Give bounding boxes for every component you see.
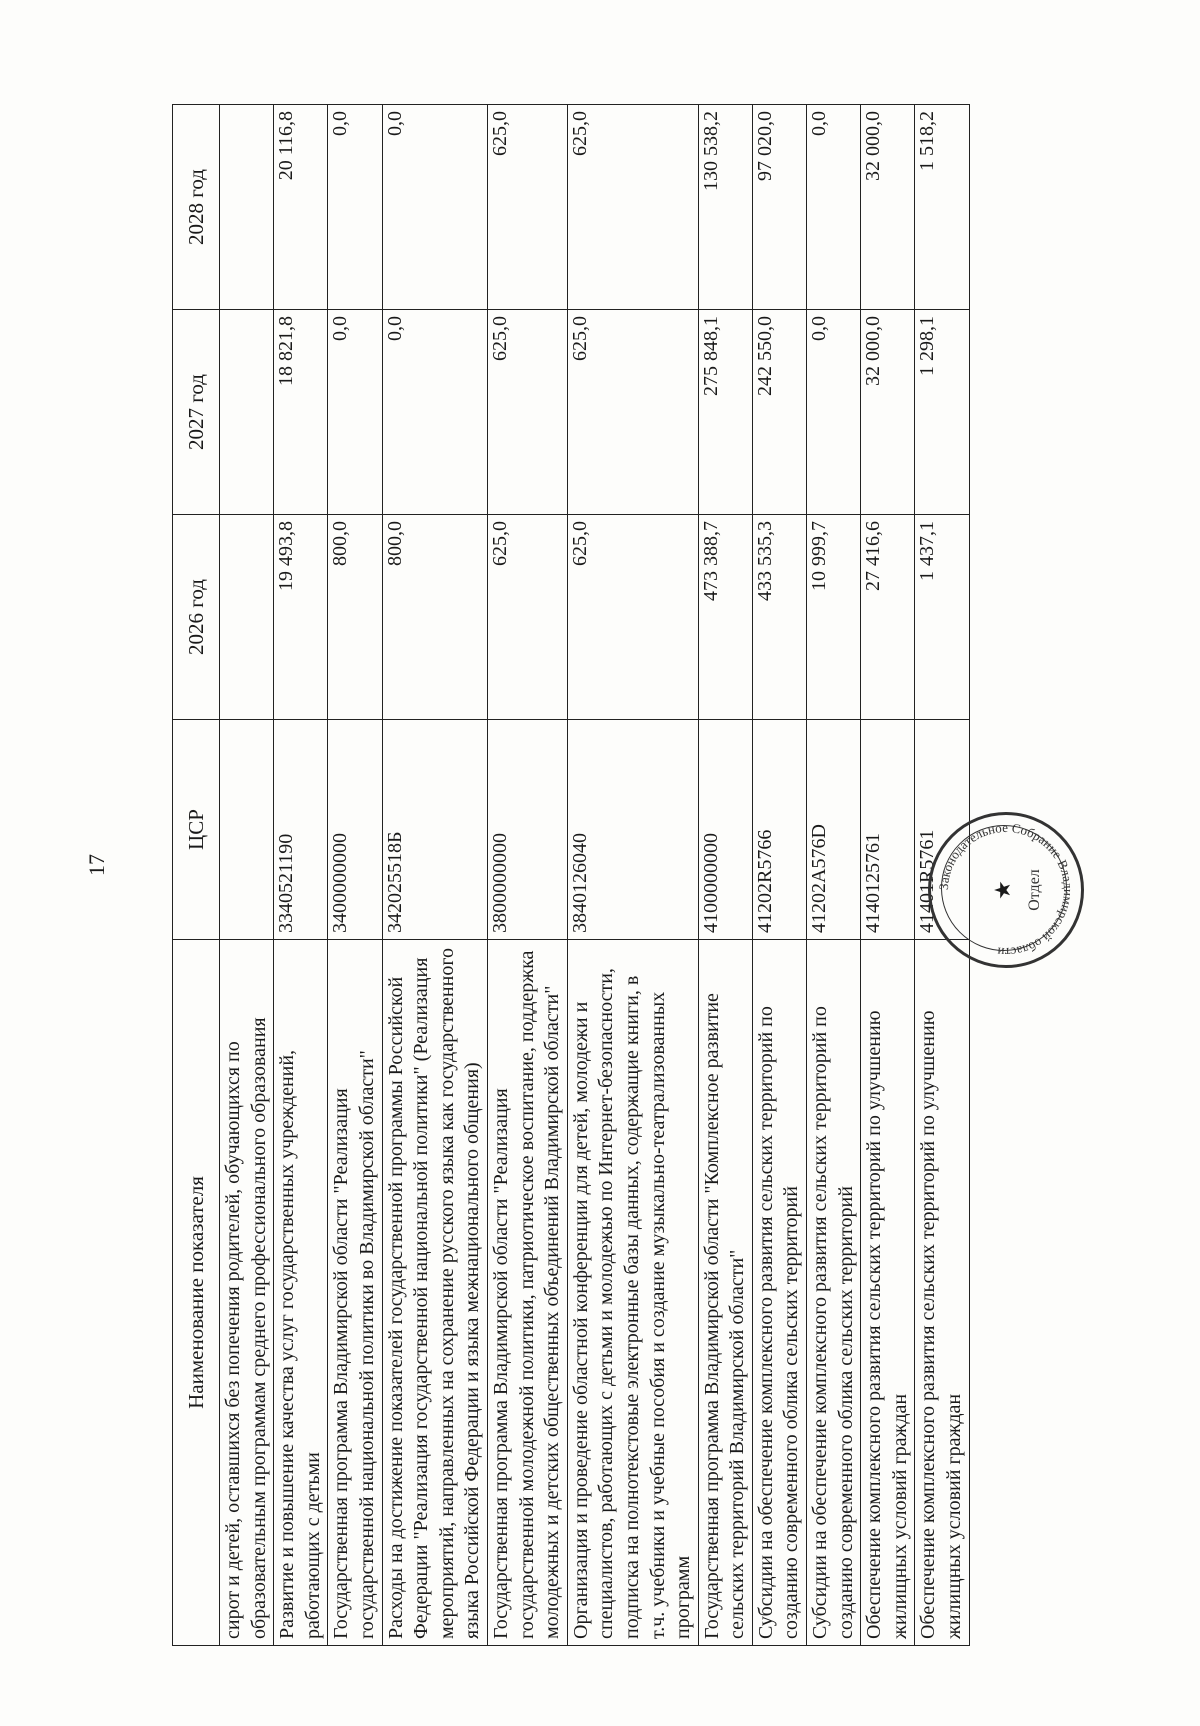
row-code: 4100000000 (698, 720, 752, 940)
table-row (698, 105, 752, 1646)
official-stamp (928, 812, 1084, 968)
row-2027: 242 550,0 (752, 310, 806, 515)
row-2026: 1 437,1 (915, 515, 969, 720)
row-2027: 18 821,8 (274, 310, 328, 515)
table-row (567, 105, 698, 1646)
row-name: Расходы на достижение показателей государственной программы Российской Федерации "Реализация государственной национальной политики" (Реализация мероприятий, направленных на сохранение русского языка как государственного языка Российской Федерации и языка межнационального общения) (382, 940, 487, 1646)
star-icon: ★ (989, 880, 1015, 900)
row-2027: 32 000,0 (861, 310, 915, 515)
row-2028: 0,0 (328, 105, 382, 310)
budget-table (172, 104, 970, 1646)
row-code: 41202R5766 (752, 720, 806, 940)
header-csr: ЦСР (173, 720, 220, 940)
table-row (382, 105, 487, 1646)
row-code: 41202A576D (807, 720, 861, 940)
stamp-center-text: Отдел (1026, 869, 1043, 911)
row-name: Государственная программа Владимирской области "Реализация государственной молодежной политики, патриотическое воспитание, поддержка молодежных и детских общественных объединений Владимирской области" (487, 940, 567, 1646)
row-name: Обеспечение комплексного развития сельских территорий по улучшению жилищных условий граждан (861, 940, 915, 1646)
row-name: Государственная программа Владимирской области "Реализация государственной национальной политики во Владимирской области" (328, 940, 382, 1646)
row-code: 41401R5761 (915, 720, 969, 940)
row-2028: 625,0 (567, 105, 698, 310)
row-name: Организация и проведение областной конференции для детей, молодежи и специалистов, работающих с детьми и молодежью по Интернет-безопасности, подписка на полнотекстовые электронные базы данных, содержащие книги, в т.ч. учебники и учебные пособия и создание музыкально-театрализованных программ (567, 940, 698, 1646)
table-row (328, 105, 382, 1646)
row-2028 (220, 105, 274, 310)
row-code: 3840126040 (567, 720, 698, 940)
row-2028: 20 116,8 (274, 105, 328, 310)
row-code: 342025518Б (382, 720, 487, 940)
row-2027 (220, 310, 274, 515)
row-2027: 0,0 (807, 310, 861, 515)
row-code: 3800000000 (487, 720, 567, 940)
row-code: 3400000000 (328, 720, 382, 940)
table-row (861, 105, 915, 1646)
row-2027: 625,0 (487, 310, 567, 515)
row-2026 (220, 515, 274, 720)
row-2028: 625,0 (487, 105, 567, 310)
table-row (220, 105, 274, 1646)
row-2027: 625,0 (567, 310, 698, 515)
row-name: Обеспечение комплексного развития сельских территорий по улучшению жилищных условий граждан (915, 940, 969, 1646)
row-2028: 1 518,2 (915, 105, 969, 310)
row-code (220, 720, 274, 940)
row-code: 3340521190 (274, 720, 328, 940)
row-2028: 0,0 (382, 105, 487, 310)
table-header-row (173, 105, 220, 1646)
header-2028: 2028 год (173, 105, 220, 310)
row-name: Государственная программа Владимирской области "Комплексное развитие сельских территорий Владимирской области" (698, 940, 752, 1646)
row-2026: 433 535,3 (752, 515, 806, 720)
row-2027: 0,0 (328, 310, 382, 515)
row-2028: 32 000,0 (861, 105, 915, 310)
header-indicator-name: Наименование показателя (173, 940, 220, 1646)
row-name: Развитие и повышение качества услуг государственных учреждений, работающих с детьми (274, 940, 328, 1646)
row-2026: 473 388,7 (698, 515, 752, 720)
row-2028: 130 538,2 (698, 105, 752, 310)
header-2026: 2026 год (173, 515, 220, 720)
table-row (274, 105, 328, 1646)
row-name: Субсидии на обеспечение комплексного развития сельских территорий по созданию современного облика сельских территорий (807, 940, 861, 1646)
row-2028: 0,0 (807, 105, 861, 310)
row-2028: 97 020,0 (752, 105, 806, 310)
row-2026: 800,0 (382, 515, 487, 720)
table-row (752, 105, 806, 1646)
row-name: сирот и детей, оставшихся без попечения родителей, обучающихся по образовательным программам среднего профессионального образования (220, 940, 274, 1646)
row-2026: 27 416,6 (861, 515, 915, 720)
row-2027: 275 848,1 (698, 310, 752, 515)
table-row (487, 105, 567, 1646)
row-2027: 0,0 (382, 310, 487, 515)
stamp-ring-caption: Законодательное Собрание Владимирской области (935, 819, 1077, 961)
row-2026: 19 493,8 (274, 515, 328, 720)
row-2026: 10 999,7 (807, 515, 861, 720)
row-code: 4140125761 (861, 720, 915, 940)
row-name: Субсидии на обеспечение комплексного развития сельских территорий по созданию современного облика сельских территорий (752, 940, 806, 1646)
row-2026: 625,0 (567, 515, 698, 720)
header-2027: 2027 год (173, 310, 220, 515)
row-2026: 625,0 (487, 515, 567, 720)
row-2027: 1 298,1 (915, 310, 969, 515)
row-2026: 800,0 (328, 515, 382, 720)
table-row (807, 105, 861, 1646)
page-number: 17 (84, 854, 109, 876)
